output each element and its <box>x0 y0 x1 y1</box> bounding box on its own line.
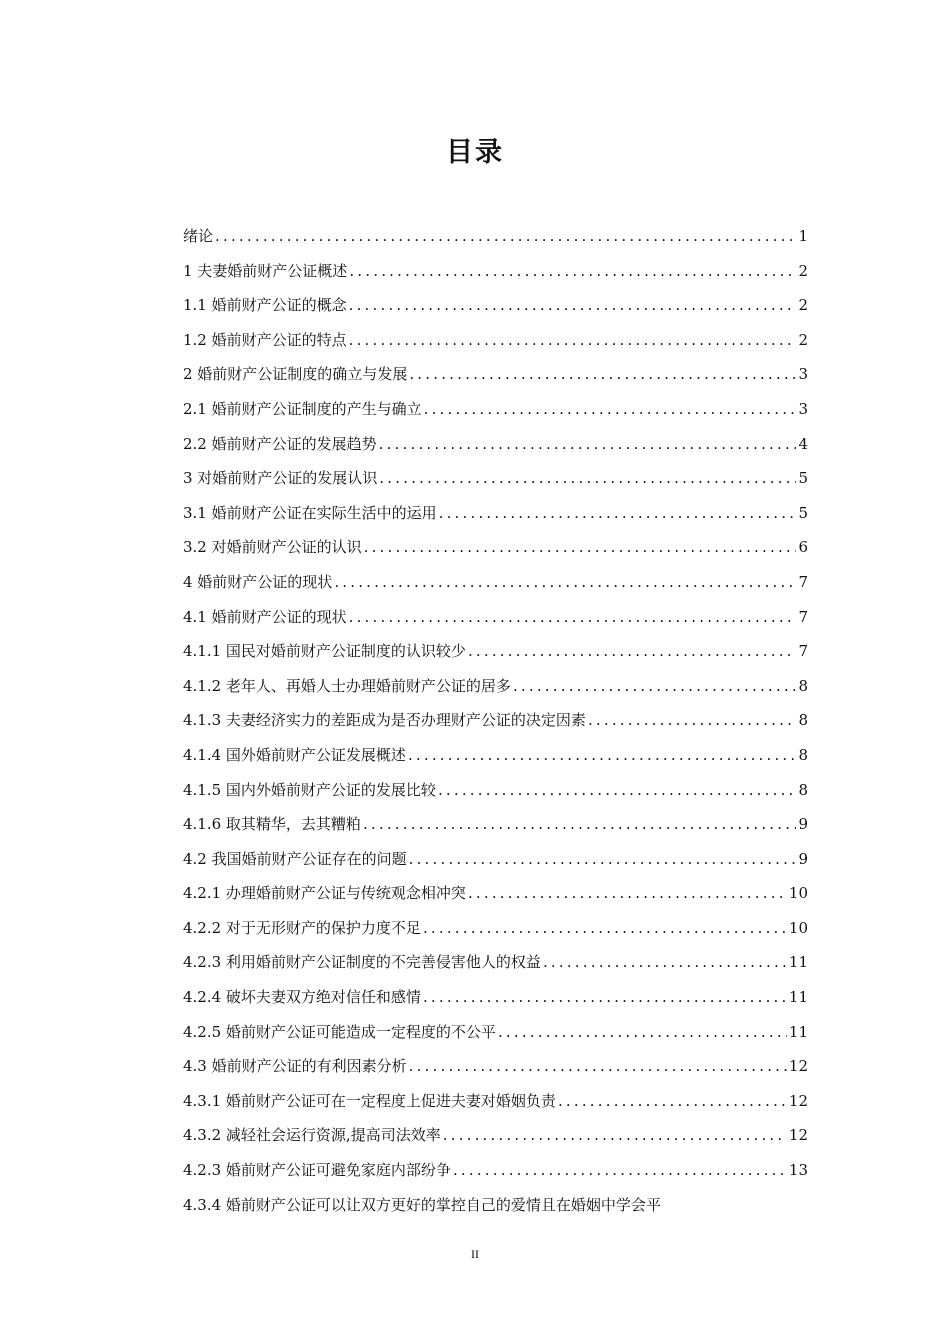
toc-entry-title: 1.2 婚前财产公证的特点 <box>183 330 347 349</box>
toc-entry-page: 11 <box>788 1022 808 1041</box>
toc-entry-title: 4.2.4 破坏夫妻双方绝对信任和感情 <box>183 988 421 1007</box>
toc-entry-page: 2 <box>798 330 808 349</box>
toc-entry[interactable] <box>183 776 808 811</box>
toc-entry[interactable] <box>183 1121 808 1156</box>
toc-entry[interactable] <box>183 257 808 292</box>
toc-dot-leader <box>408 741 797 769</box>
toc-dot-leader <box>334 568 796 596</box>
toc-entry[interactable] <box>183 810 808 845</box>
toc-entry-page: 5 <box>798 503 808 522</box>
toc-entry-page: 5 <box>798 469 808 488</box>
toc-dot-leader <box>558 1087 787 1115</box>
toc-entry-page: 9 <box>798 849 808 868</box>
toc-dot-leader <box>349 603 797 631</box>
toc-entry-title: 1 夫妻婚前财产公证概述 <box>183 261 348 280</box>
toc-entry-title: 4.2 我国婚前财产公证存在的问题 <box>183 849 407 868</box>
toc-dot-leader <box>453 1156 787 1184</box>
toc-dot-leader <box>363 810 797 838</box>
toc-entry-title: 绪论 <box>183 227 214 245</box>
toc-entry-page: 7 <box>798 572 808 591</box>
toc-dot-leader <box>513 672 797 700</box>
toc-entry-title: 4.1 婚前财产公证的现状 <box>183 607 347 626</box>
toc-entry[interactable] <box>183 672 808 707</box>
toc-entry-title: 4.1.4 国外婚前财产公证发展概述 <box>183 745 406 764</box>
toc-entry[interactable] <box>183 568 808 603</box>
toc-entry-page: 7 <box>798 642 808 661</box>
toc-entry-title: 2 婚前财产公证制度的确立与发展 <box>183 365 408 384</box>
toc-dot-leader <box>424 395 797 423</box>
toc-dot-leader <box>543 948 787 976</box>
toc-dot-leader <box>349 257 796 285</box>
toc-entry-page: 11 <box>788 988 808 1007</box>
toc-dot-leader <box>409 360 796 388</box>
toc-dot-leader <box>468 879 787 907</box>
toc-entry[interactable] <box>183 1087 808 1122</box>
toc-entry-page: 6 <box>798 538 808 557</box>
toc-entry[interactable] <box>183 637 808 672</box>
toc-entry-title: 4.2.3 婚前财产公证可避免家庭内部纷争 <box>183 1161 451 1180</box>
toc-entry-page: 12 <box>788 1091 808 1110</box>
page-number: II <box>471 1247 479 1261</box>
toc-entry-title: 4.1.6 取其精华，去其糟粕 <box>183 815 361 834</box>
toc-entry-page: 1 <box>798 227 808 245</box>
toc-entry-title: 4.1.1 国民对婚前财产公证制度的认识较少 <box>183 642 466 661</box>
toc-entry[interactable] <box>183 360 808 395</box>
toc-dot-leader <box>439 499 797 527</box>
toc-dot-leader <box>468 637 797 665</box>
toc-dot-leader <box>588 706 797 734</box>
toc-entry-page: 4 <box>798 434 808 453</box>
toc-entry-page: 3 <box>798 399 808 418</box>
toc-entry-page: 8 <box>798 711 808 730</box>
toc-entry-title: 4.2.3 利用婚前财产公证制度的不完善侵害他人的权益 <box>183 953 541 972</box>
toc-entry-title: 4.2.1 办理婚前财产公证与传统观念相冲突 <box>183 884 466 903</box>
toc-dot-leader <box>498 1018 787 1046</box>
toc-entry-title: 4.1.2 老年人、再婚人士办理婚前财产公证的居多 <box>183 676 511 695</box>
toc-dot-leader <box>215 222 796 250</box>
toc-entry-title: 4.1.5 国内外婚前财产公证的发展比较 <box>183 780 436 799</box>
toc-entry[interactable] <box>183 741 808 776</box>
toc-entry-title: 3 对婚前财产公证的发展认识 <box>183 469 378 488</box>
toc-entry[interactable] <box>183 430 808 465</box>
table-of-contents <box>183 222 808 1225</box>
toc-dot-leader <box>379 430 797 458</box>
toc-entry[interactable] <box>183 914 808 949</box>
toc-entry-page: 12 <box>788 1057 808 1076</box>
toc-entry[interactable] <box>183 395 808 430</box>
toc-entry-title: 3.2 对婚前财产公证的认识 <box>183 538 362 557</box>
toc-entry[interactable] <box>183 983 808 1018</box>
toc-entry[interactable] <box>183 222 808 257</box>
toc-entry[interactable] <box>183 948 808 983</box>
toc-entry-page: 12 <box>788 1126 808 1145</box>
toc-dot-leader <box>409 1052 787 1080</box>
toc-entry-title: 3.1 婚前财产公证在实际生活中的运用 <box>183 503 437 522</box>
toc-dot-leader <box>349 326 797 354</box>
toc-entry-page: 13 <box>788 1161 808 1180</box>
toc-dot-leader <box>409 845 797 873</box>
toc-dot-leader <box>423 914 787 942</box>
toc-entry-title: 4.3.1 婚前财产公证可在一定程度上促进夫妻对婚姻负责 <box>183 1091 556 1110</box>
toc-entry-title: 4 婚前财产公证的现状 <box>183 572 333 591</box>
toc-entry[interactable] <box>183 533 808 568</box>
toc-entry[interactable] <box>183 706 808 741</box>
page-title: 目录 <box>446 137 504 168</box>
toc-entry[interactable] <box>183 326 808 361</box>
toc-entry-title: 2.2 婚前财产公证的发展趋势 <box>183 434 377 453</box>
toc-entry[interactable] <box>183 291 808 326</box>
toc-entry[interactable] <box>183 1052 808 1087</box>
toc-entry-title: 4.1.3 夫妻经济实力的差距成为是否办理财产公证的决定因素 <box>183 711 586 730</box>
toc-entry-title: 4.2.2 对于无形财产的保护力度不足 <box>183 918 421 937</box>
toc-entry-page: 3 <box>798 365 808 384</box>
toc-entry-page: 10 <box>788 918 808 937</box>
toc-dot-leader <box>423 983 787 1011</box>
toc-entry-title: 4.2.5 婚前财产公证可能造成一定程度的不公平 <box>183 1022 496 1041</box>
toc-entry-page: 7 <box>798 607 808 626</box>
toc-entry[interactable] <box>183 879 808 914</box>
toc-dot-leader <box>349 291 797 319</box>
toc-entry-page: 11 <box>788 953 808 972</box>
toc-entry-page: 2 <box>798 296 808 315</box>
toc-dot-leader <box>438 776 797 804</box>
toc-entry-title: 2.1 婚前财产公证制度的产生与确立 <box>183 399 422 418</box>
toc-entry[interactable] <box>183 845 808 880</box>
toc-entry-page: 8 <box>798 745 808 764</box>
toc-entry-title: 4.3.4 婚前财产公证可以让双方更好的掌控自己的爱情且在婚姻中学会平 <box>183 1195 661 1214</box>
toc-dot-leader <box>364 533 797 561</box>
toc-entry[interactable] <box>183 499 808 534</box>
toc-entry-page: 10 <box>788 884 808 903</box>
toc-entry[interactable] <box>183 1191 808 1226</box>
toc-entry[interactable] <box>183 464 808 499</box>
toc-entry-page: 9 <box>798 815 808 834</box>
toc-dot-leader <box>443 1121 787 1149</box>
toc-entry-page: 8 <box>798 676 808 695</box>
toc-entry-page: 2 <box>798 261 808 280</box>
toc-entry[interactable] <box>183 1156 808 1191</box>
toc-entry[interactable] <box>183 603 808 638</box>
toc-dot-leader <box>379 464 796 492</box>
toc-entry-title: 4.3.2 减轻社会运行资源,提高司法效率 <box>183 1126 441 1145</box>
toc-entry-title: 4.3 婚前财产公证的有利因素分析 <box>183 1057 407 1076</box>
toc-entry-page: 8 <box>798 780 808 799</box>
toc-entry[interactable] <box>183 1018 808 1053</box>
toc-entry-title: 1.1 婚前财产公证的概念 <box>183 296 347 315</box>
